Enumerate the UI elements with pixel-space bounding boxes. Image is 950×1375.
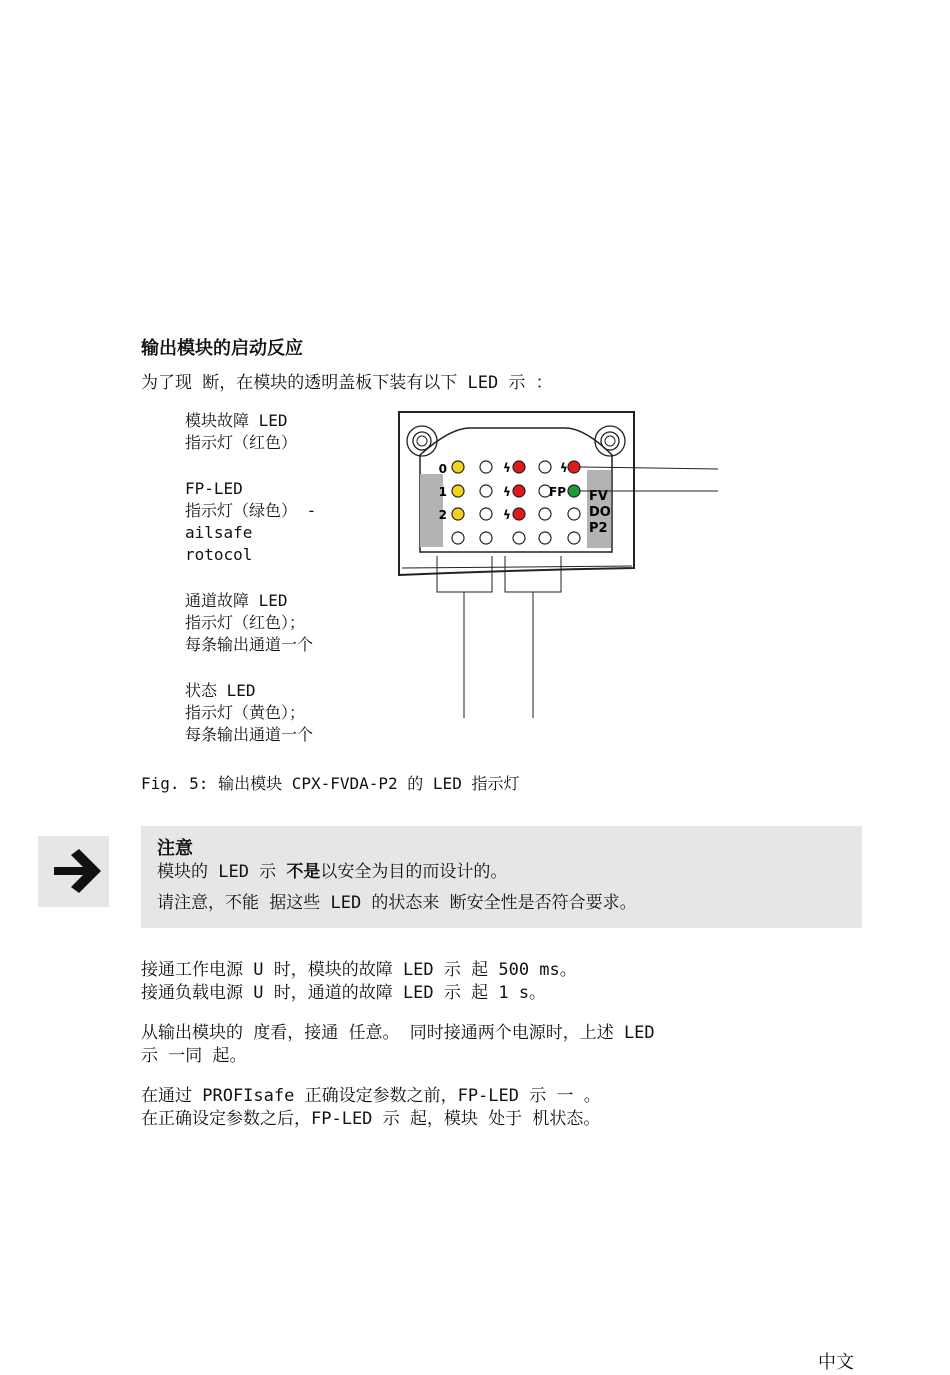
notice-title: 注意 bbox=[157, 838, 193, 859]
led-off bbox=[539, 532, 551, 544]
led-off bbox=[568, 508, 580, 520]
status-led-1 bbox=[452, 485, 464, 497]
fault-icon: ϟ bbox=[503, 508, 511, 522]
screw-right-icon bbox=[595, 426, 625, 456]
fault-icon: ϟ bbox=[560, 461, 568, 475]
channel-fault-led-0 bbox=[513, 461, 525, 473]
section-title: 输出模块的启动反应 bbox=[141, 338, 303, 359]
figure-caption: Fig. 5: 输出模块 CPX-FVDA-P2 的 LED 指示灯 bbox=[141, 774, 520, 793]
notice-line-1: 模块的 LED 示 不是以安全为目的而设计的。 bbox=[157, 862, 508, 882]
row-number-1: 1 bbox=[438, 485, 447, 499]
fault-icon: ϟ bbox=[503, 461, 511, 475]
status-led-label: 状态 LED 指示灯（黄色）； 每条输出通道一个 bbox=[185, 681, 314, 744]
module-fault-label: 模块故障 LED 指示灯（红色） bbox=[185, 411, 298, 452]
notice-box bbox=[141, 826, 862, 928]
led-off bbox=[480, 532, 492, 544]
paragraph-power-on: 接通工作电源 U 时，模块的故障 LED 示 起 500 ms。 接通负载电源 U 时，通道的故障 LED 示 起 1 s。 bbox=[141, 960, 577, 1003]
channel-fault-led-1 bbox=[513, 485, 525, 497]
leader-lines bbox=[437, 467, 718, 718]
led-off bbox=[480, 461, 492, 473]
row-number-2: 2 bbox=[438, 508, 447, 522]
led-off bbox=[539, 461, 551, 473]
led-off bbox=[568, 532, 580, 544]
side-label-fv: FV bbox=[589, 489, 608, 504]
led-off bbox=[539, 508, 551, 520]
screw-left-icon bbox=[407, 426, 437, 456]
fp-led bbox=[568, 485, 580, 497]
module-fault-led bbox=[568, 461, 580, 473]
arrow-right-icon bbox=[38, 836, 109, 907]
led-off bbox=[480, 508, 492, 520]
status-led-0 bbox=[452, 461, 464, 473]
notice-arrow-box bbox=[38, 836, 109, 907]
led-off bbox=[452, 532, 464, 544]
led-off bbox=[480, 485, 492, 497]
side-label-do: DO bbox=[589, 505, 611, 520]
channel-fault-led-2 bbox=[513, 508, 525, 520]
fp-led-label: FP-LED 指示灯（绿色） - ailsafe rotocol bbox=[185, 479, 317, 564]
status-led-2 bbox=[452, 508, 464, 520]
notice-line-2: 请注意，不能 据这些 LED 的状态来 断安全性是否符合要求。 bbox=[157, 893, 637, 913]
paragraph-sequence: 从输出模块的 度看，接通 任意。 同时接通两个电源时，上述 LED 示 一同 起。 bbox=[141, 1023, 655, 1066]
fault-icon: ϟ bbox=[503, 485, 511, 499]
led-off bbox=[513, 532, 525, 544]
fp-text: FP bbox=[549, 485, 566, 499]
side-label-p2: P2 bbox=[589, 521, 608, 536]
paragraph-fp-led: 在通过 PROFIsafe 正确设定参数之前，FP-LED 示 一 。 在正确设定参数之后，FP-LED 示 起，模块 处于 机状态。 bbox=[141, 1086, 601, 1129]
intro-line: 为了现 断，在模块的透明盖板下装有以下 LED 示 ： bbox=[141, 373, 553, 393]
row-number-0: 0 bbox=[438, 462, 447, 476]
channel-fault-label: 通道故障 LED 指示灯（红色）； 每条输出通道一个 bbox=[185, 591, 314, 654]
footer-language: 中文 bbox=[818, 1352, 854, 1373]
